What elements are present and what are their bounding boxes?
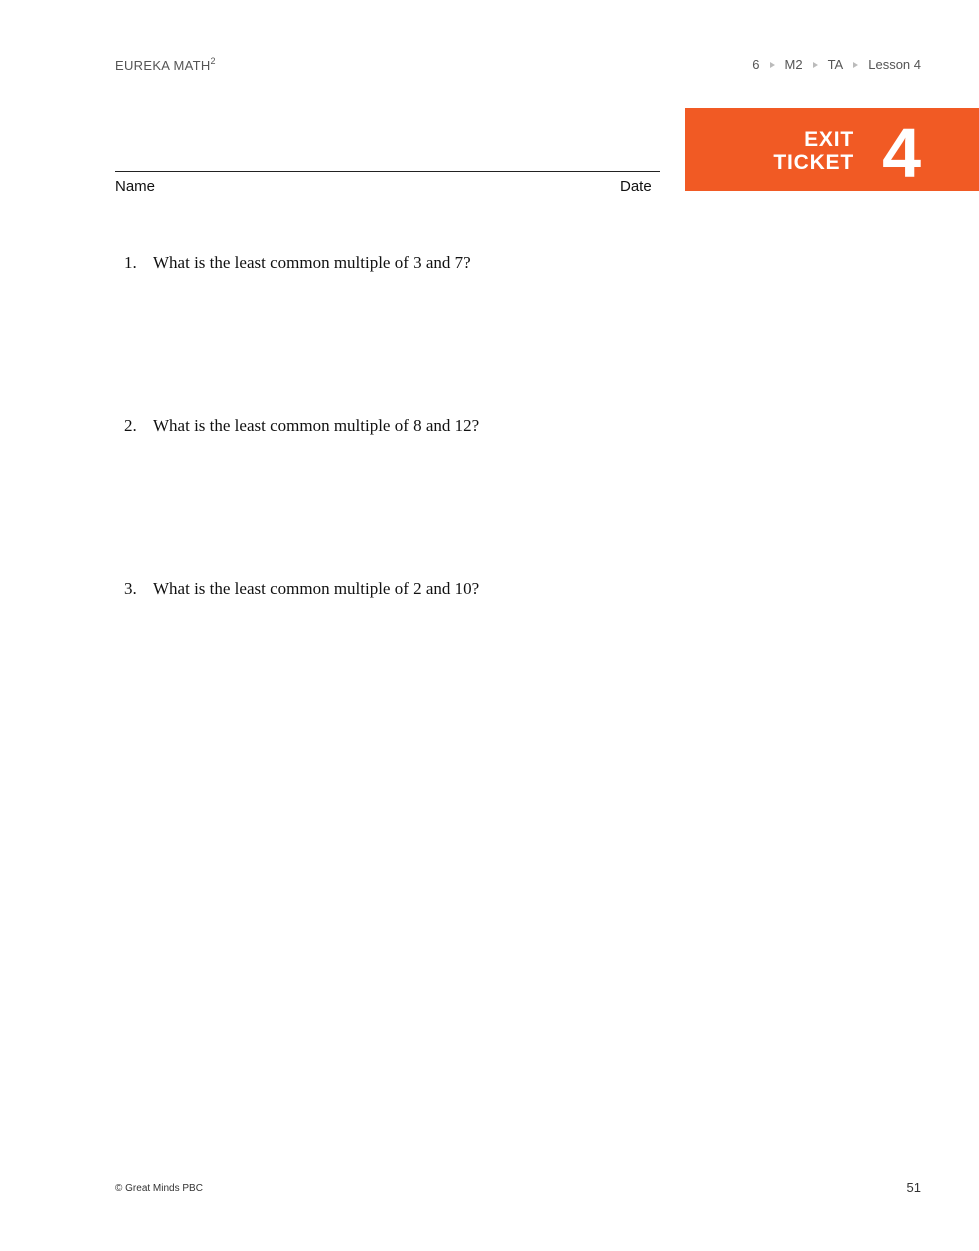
question-text: What is the least common multiple of 3 and 7?: [153, 253, 471, 272]
date-label: Date: [620, 178, 652, 195]
breadcrumb-topic: TA: [827, 57, 844, 72]
breadcrumb-arrow-icon: [770, 62, 775, 68]
question-2: [124, 416, 479, 436]
exit-ticket-banner: [685, 108, 979, 191]
breadcrumb-grade: 6: [752, 57, 760, 72]
page-number: 51: [906, 1180, 921, 1195]
exit-ticket-line2: TICKET: [773, 151, 854, 174]
copyright: © Great Minds PBC: [115, 1183, 203, 1194]
breadcrumb-lesson: Lesson 4: [868, 57, 921, 72]
question-3: [124, 579, 479, 599]
brand-name: EUREKA MATH: [115, 58, 211, 73]
question-text: What is the least common multiple of 2 and 10?: [153, 579, 480, 598]
name-label: Name: [115, 178, 156, 195]
brand-superscript: 2: [210, 56, 216, 66]
breadcrumb: [752, 57, 921, 72]
question-text: What is the least common multiple of 8 and 12?: [153, 416, 480, 435]
exit-ticket-number: 4: [882, 114, 921, 192]
name-date-line: [115, 171, 660, 172]
exit-ticket-label: [773, 128, 854, 174]
breadcrumb-module: M2: [784, 57, 803, 72]
brand-logo: [115, 56, 216, 73]
question-number: 1.: [124, 253, 137, 272]
exit-ticket-line1: EXIT: [804, 128, 854, 151]
breadcrumb-arrow-icon: [853, 62, 858, 68]
question-1: [124, 253, 471, 273]
question-number: 3.: [124, 579, 137, 598]
question-number: 2.: [124, 416, 137, 435]
breadcrumb-arrow-icon: [813, 62, 818, 68]
